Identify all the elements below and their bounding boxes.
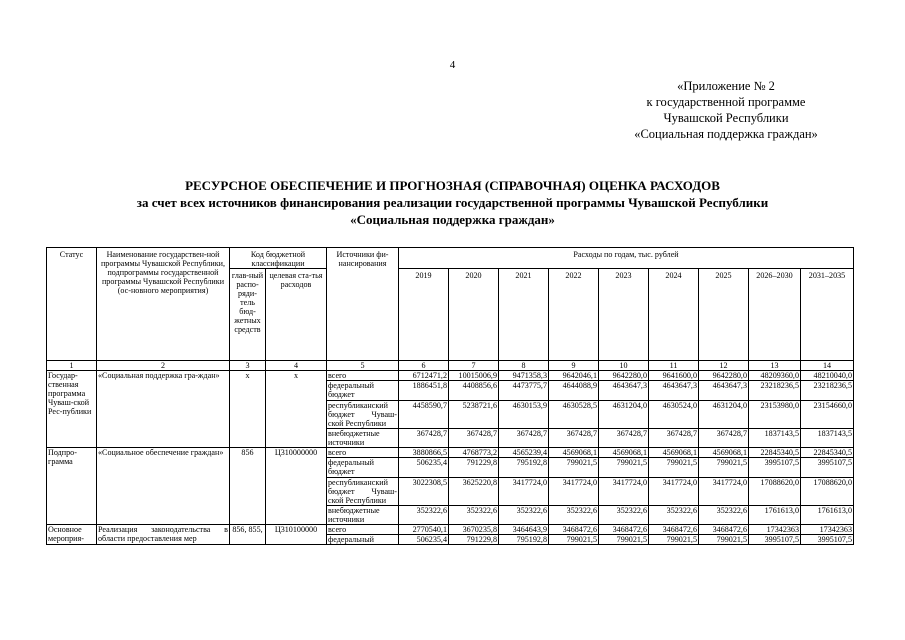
value-cell: 791229,8 [449, 458, 499, 478]
appendix-line: к государственной программе [646, 95, 806, 109]
appendix-line: Чувашской Республики [663, 111, 789, 125]
value-cell: 4630528,5 [549, 401, 599, 429]
header-year: 2026–2030 [749, 269, 801, 361]
value-cell: 4630153,9 [499, 401, 549, 429]
value-cell: 9641600,0 [649, 371, 699, 381]
manager-code-cell: x [230, 371, 266, 448]
header-budget-code: Код бюджетной классификации [230, 248, 327, 269]
source-cell: внебюджетные источники [327, 506, 399, 525]
value-cell: 4408856,6 [449, 381, 499, 401]
source-cell: республиканский бюджет Чуваш-ской Республики [328, 401, 397, 428]
document-title [0, 177, 905, 228]
index-cell: 14 [801, 361, 854, 371]
index-cell: 7 [449, 361, 499, 371]
expenses-table [46, 247, 854, 545]
value-cell: 48209360,0 [749, 371, 801, 381]
header-year: 2031–2035 [801, 269, 854, 361]
table-row [47, 371, 854, 381]
value-cell: 6712471,2 [399, 371, 449, 381]
value-cell: 1761613,0 [749, 506, 801, 525]
page-number: 4 [449, 59, 456, 71]
index-cell: 2 [97, 361, 230, 371]
source-cell: республиканский бюджет Чуваш-ской Республики [328, 478, 397, 505]
value-cell: 3468472,6 [549, 525, 599, 535]
source-cell: всего [327, 448, 399, 458]
value-cell: 3417724,0 [549, 478, 599, 506]
value-cell: 3995107,5 [749, 458, 801, 478]
target-code-cell: Ц310000000 [266, 448, 327, 525]
program-name-cell: Реализация законодательства в области предоставления мер [98, 525, 228, 543]
value-cell: 3625220,8 [449, 478, 499, 506]
index-cell: 5 [327, 361, 399, 371]
index-cell: 4 [266, 361, 327, 371]
value-cell: 1761613,0 [801, 506, 854, 525]
value-cell: 3670235,8 [449, 525, 499, 535]
value-cell: 17342363 [801, 525, 854, 535]
target-code-cell: x [266, 371, 327, 448]
value-cell: 352322,6 [549, 506, 599, 525]
header-expenses: Расходы по годам, тыс. рублей [399, 248, 854, 269]
value-cell: 3995107,5 [749, 535, 801, 545]
value-cell: 4643647,3 [599, 381, 649, 401]
index-cell: 1 [47, 361, 97, 371]
value-cell: 4569068,1 [649, 448, 699, 458]
value-cell: 799021,5 [649, 535, 699, 545]
value-cell: 17088620,0 [749, 478, 801, 506]
value-cell: 3880866,5 [399, 448, 449, 458]
value-cell: 4565239,4 [499, 448, 549, 458]
status-cell: Подпро-грамма [47, 448, 97, 525]
value-cell: 4630524,0 [649, 401, 699, 429]
value-cell: 3417724,0 [699, 478, 749, 506]
header-manager: глав-ный распо-ряди-тель бюд-жетных средств [230, 269, 266, 361]
value-cell: 506235,4 [399, 458, 449, 478]
value-cell: 3417724,0 [649, 478, 699, 506]
appendix-line: «Социальная поддержка граждан» [634, 127, 818, 141]
value-cell: 4569068,1 [599, 448, 649, 458]
value-cell: 5238721,6 [449, 401, 499, 429]
program-name-cell: «Социальная поддержка гра-ждан» [97, 371, 230, 448]
index-cell: 10 [599, 361, 649, 371]
value-cell: 3417724,0 [499, 478, 549, 506]
value-cell: 795192,8 [499, 535, 549, 545]
value-cell: 4569068,1 [549, 448, 599, 458]
value-cell: 3468472,6 [599, 525, 649, 535]
value-cell: 4768773,2 [449, 448, 499, 458]
source-cell: всего [327, 525, 399, 535]
manager-code-cell: 856 [230, 448, 266, 525]
source-cell: всего [327, 371, 399, 381]
value-cell: 22845340,5 [801, 448, 854, 458]
value-cell: 367428,7 [649, 429, 699, 448]
header-year: 2019 [399, 269, 449, 361]
value-cell: 2770540,1 [399, 525, 449, 535]
index-cell: 12 [699, 361, 749, 371]
header-year: 2020 [449, 269, 499, 361]
index-cell: 6 [399, 361, 449, 371]
status-cell: Основное мероприя- [47, 525, 97, 545]
header-sources: Источники фи-нансирования [327, 248, 399, 361]
table-row [47, 525, 854, 535]
value-cell: 3022308,5 [399, 478, 449, 506]
value-cell: 352322,6 [699, 506, 749, 525]
source-cell: федеральный бюджет [327, 381, 399, 401]
header-year: 2024 [649, 269, 699, 361]
value-cell: 4458590,7 [399, 401, 449, 429]
value-cell: 352322,6 [599, 506, 649, 525]
title-line: за счет всех источников финансирования реализации государственной программы Чувашской Республики [136, 195, 769, 210]
value-cell: 367428,7 [699, 429, 749, 448]
value-cell: 4569068,1 [699, 448, 749, 458]
value-cell: 367428,7 [549, 429, 599, 448]
value-cell: 17088620,0 [801, 478, 854, 506]
value-cell: 23218236,5 [801, 381, 854, 401]
title-line: «Социальная поддержка граждан» [350, 212, 555, 227]
value-cell: 10015006,9 [449, 371, 499, 381]
value-cell: 367428,7 [599, 429, 649, 448]
title-line: РЕСУРСНОЕ ОБЕСПЕЧЕНИЕ И ПРОГНОЗНАЯ (СПРАВОЧНАЯ) ОЦЕНКА РАСХОДОВ [185, 178, 720, 193]
appendix-note [611, 78, 841, 142]
value-cell: 9642046,1 [549, 371, 599, 381]
value-cell: 3468472,6 [649, 525, 699, 535]
header-year: 2022 [549, 269, 599, 361]
value-cell: 352322,6 [449, 506, 499, 525]
header-target: целевая ста-тья расходов [266, 269, 327, 361]
value-cell: 3464643,9 [499, 525, 549, 535]
source-cell: внебюджетные источники [327, 429, 399, 448]
manager-code-cell: 856, 855, [230, 525, 266, 545]
value-cell: 22845340,5 [749, 448, 801, 458]
value-cell: 506235,4 [399, 535, 449, 545]
status-cell: Государ-ственная программа Чуваш-ской Рес-публики [47, 371, 97, 448]
value-cell: 1837143,5 [749, 429, 801, 448]
index-cell: 11 [649, 361, 699, 371]
value-cell: 3417724,0 [599, 478, 649, 506]
value-cell: 4631204,0 [599, 401, 649, 429]
value-cell: 799021,5 [649, 458, 699, 478]
value-cell: 9642280,0 [599, 371, 649, 381]
table-row [47, 448, 854, 458]
value-cell: 3468472,6 [699, 525, 749, 535]
value-cell: 48210040,0 [801, 371, 854, 381]
value-cell: 1837143,5 [801, 429, 854, 448]
value-cell: 352322,6 [499, 506, 549, 525]
value-cell: 3995107,5 [801, 535, 854, 545]
source-cell: федеральный бюджет [327, 458, 399, 478]
header-year: 2021 [499, 269, 549, 361]
program-name-cell: «Социальное обеспечение граждан» [97, 448, 230, 525]
value-cell: 799021,5 [549, 535, 599, 545]
index-cell: 13 [749, 361, 801, 371]
index-cell: 8 [499, 361, 549, 371]
value-cell: 9471358,3 [499, 371, 549, 381]
value-cell: 4643647,3 [699, 381, 749, 401]
value-cell: 1886451,8 [399, 381, 449, 401]
value-cell: 367428,7 [399, 429, 449, 448]
index-cell: 9 [549, 361, 599, 371]
value-cell: 23218236,5 [749, 381, 801, 401]
header-year: 2025 [699, 269, 749, 361]
value-cell: 367428,7 [449, 429, 499, 448]
value-cell: 9642280,0 [699, 371, 749, 381]
value-cell: 4644088,9 [549, 381, 599, 401]
value-cell: 23153980,0 [749, 401, 801, 429]
value-cell: 799021,5 [549, 458, 599, 478]
value-cell: 4643647,3 [649, 381, 699, 401]
value-cell: 795192,8 [499, 458, 549, 478]
value-cell: 799021,5 [699, 458, 749, 478]
value-cell: 4473775,7 [499, 381, 549, 401]
value-cell: 352322,6 [399, 506, 449, 525]
value-cell: 17342363 [749, 525, 801, 535]
appendix-line: «Приложение № 2 [677, 79, 775, 93]
value-cell: 367428,7 [499, 429, 549, 448]
value-cell: 352322,6 [649, 506, 699, 525]
header-year: 2023 [599, 269, 649, 361]
value-cell: 799021,5 [699, 535, 749, 545]
value-cell: 799021,5 [599, 535, 649, 545]
value-cell: 23154660,0 [801, 401, 854, 429]
value-cell: 3995107,5 [801, 458, 854, 478]
value-cell: 799021,5 [599, 458, 649, 478]
header-status: Статус [47, 248, 97, 361]
source-cell: федеральный [327, 535, 399, 545]
header-name: Наименование государствен-ной программы Чувашской Республики, подпрограммы государственной программы Чувашской Республики (ос-новного мероприятия) [97, 248, 230, 361]
value-cell: 4631204,0 [699, 401, 749, 429]
index-cell: 3 [230, 361, 266, 371]
value-cell: 791229,8 [449, 535, 499, 545]
target-code-cell: Ц310100000 [266, 525, 327, 545]
